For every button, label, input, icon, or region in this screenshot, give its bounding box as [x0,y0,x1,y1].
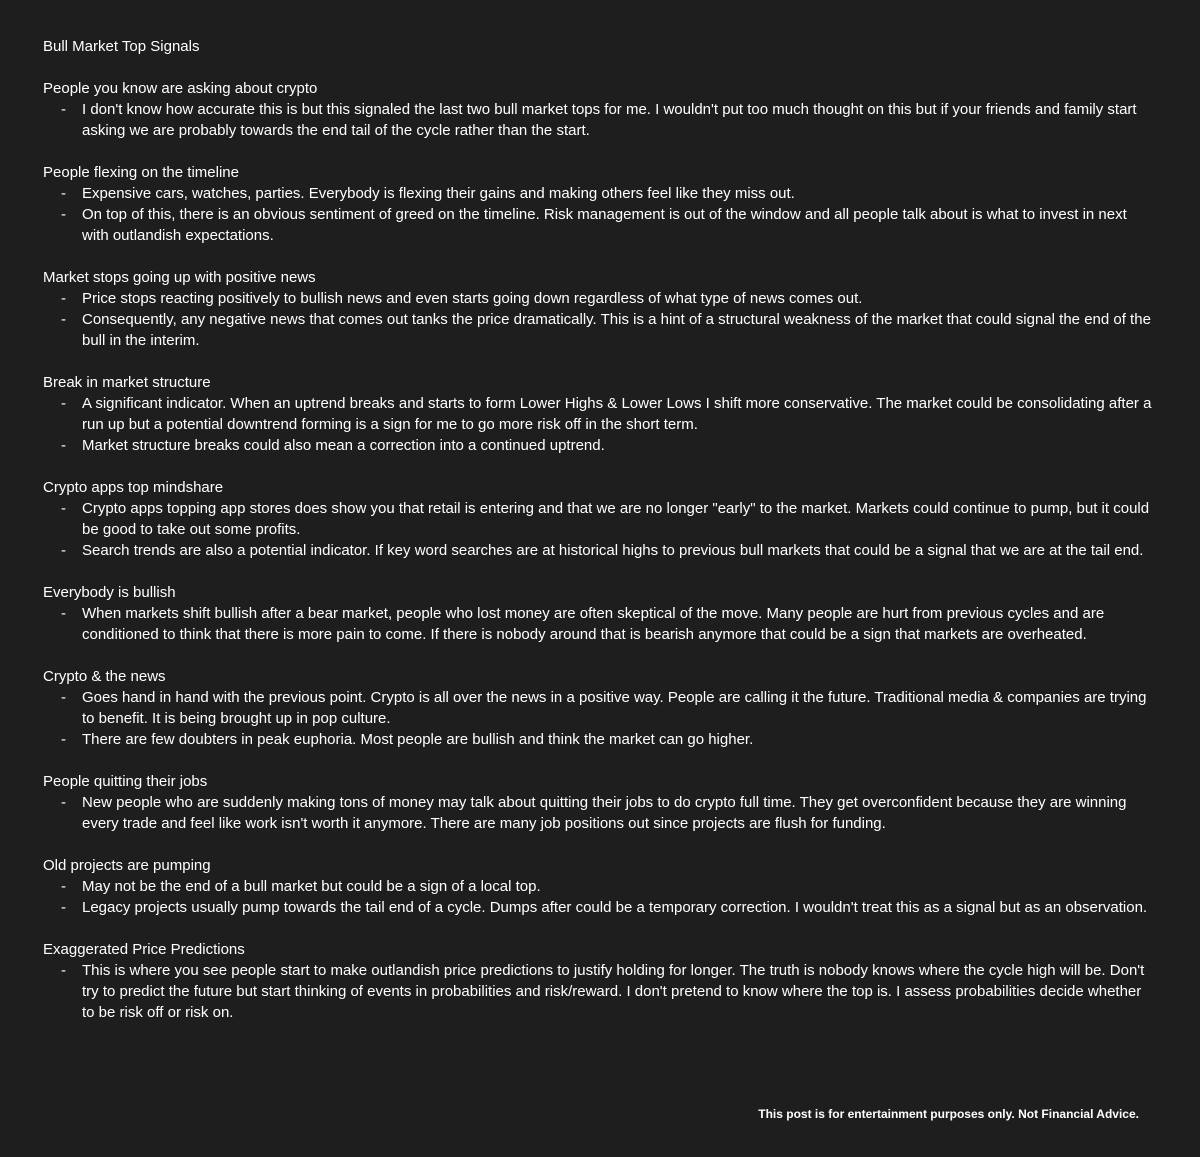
section [43,372,1153,456]
section [43,771,1153,834]
section-heading: Exaggerated Price Predictions [43,941,245,958]
bullet-item: - A significant indicator. When an uptrend breaks and starts to form Lower Highs & Lower Lows I shift more conservative. The market could be consolidating after a run up but a potential downtrend forming is a sign for me to go more risk off in the short term. [43,393,1153,435]
section [43,477,1153,561]
bullet-list [43,876,1153,918]
bullet-list [43,288,1153,351]
bullet-item: - Goes hand in hand with the previous point. Crypto is all over the news in a positive way. People are calling it the future. Traditional media & companies are trying to benefit. It is being brought up in pop culture. [43,687,1153,729]
sections-container [43,78,1153,1023]
section [43,267,1153,351]
section [43,855,1153,918]
bullet-item: - There are few doubters in peak euphoria. Most people are bullish and think the market can go higher. [43,729,1153,750]
section [43,939,1153,1023]
bullet-item: - I don't know how accurate this is but this signaled the last two bull market tops for me. I wouldn't put too much thought on this but if your friends and family start asking we are probably towards the end tail of the cycle rather than the start. [43,99,1153,141]
bullet-list [43,183,1153,246]
section-heading: People flexing on the timeline [43,164,239,181]
section-heading: Crypto apps top mindshare [43,479,224,496]
section-heading: People you know are asking about crypto [43,80,318,97]
bullet-item: - This is where you see people start to make outlandish price predictions to justify holding for longer. The truth is nobody knows where the cycle high will be. Don't try to predict the future but start thinking of events in probabilities and risk/reward. I don't pretend to know where the top is. I assess probabilities decide whether to be risk off or risk on. [43,960,1153,1023]
bullet-item: - Legacy projects usually pump towards the tail end of a cycle. Dumps after could be a temporary correction. I wouldn't treat this as a signal but as an observation. [43,897,1153,918]
bullet-list [43,99,1153,141]
section-heading: Crypto & the news [43,668,166,685]
section-heading: Break in market structure [43,374,211,391]
bullet-item: - Price stops reacting positively to bullish news and even starts going down regardless of what type of news comes out. [43,288,1153,309]
section [43,666,1153,750]
bullet-item: - Consequently, any negative news that comes out tanks the price dramatically. This is a hint of a structural weakness of the market that could signal the end of the bull in the interim. [43,309,1153,351]
section [43,78,1153,141]
section [43,582,1153,645]
section-heading: Market stops going up with positive news [43,269,316,286]
document [43,36,1153,1044]
bullet-item: - Search trends are also a potential indicator. If key word searches are at historical highs to previous bull markets that could be a signal that we are at the tail end. [43,540,1153,561]
bullet-item: - Market structure breaks could also mean a correction into a continued uptrend. [43,435,1153,456]
bullet-item: - May not be the end of a bull market but could be a sign of a local top. [43,876,1153,897]
section [43,162,1153,246]
bullet-list [43,687,1153,750]
bullet-item: - On top of this, there is an obvious sentiment of greed on the timeline. Risk management is out of the window and all people talk about is what to invest in next with outlandish expectations. [43,204,1153,246]
disclaimer-text: This post is for entertainment purposes only. Not Financial Advice. [758,1107,1139,1121]
section-heading: Old projects are pumping [43,857,211,874]
bullet-item: - When markets shift bullish after a bear market, people who lost money are often skeptical of the move. Many people are hurt from previous cycles and are conditioned to think that there is more pain to come. If there is nobody around that is bearish anymore that could be a sign that markets are overheated. [43,603,1153,645]
bullet-list [43,603,1153,645]
bullet-list [43,498,1153,561]
bullet-list [43,792,1153,834]
bullet-list [43,960,1153,1023]
bullet-item: - Expensive cars, watches, parties. Everybody is flexing their gains and making others feel like they miss out. [43,183,1153,204]
bullet-item: - New people who are suddenly making tons of money may talk about quitting their jobs to do crypto full time. They get overconfident because they are winning every trade and feel like work isn't worth it anymore. There are many job positions out since projects are flush for funding. [43,792,1153,834]
section-heading: Everybody is bullish [43,584,176,601]
section-heading: People quitting their jobs [43,773,208,790]
document-title: Bull Market Top Signals [43,38,200,55]
bullet-item: - Crypto apps topping app stores does show you that retail is entering and that we are no longer "early" to the market. Markets could continue to pump, but it could be good to take out some profits. [43,498,1153,540]
bullet-list [43,393,1153,456]
